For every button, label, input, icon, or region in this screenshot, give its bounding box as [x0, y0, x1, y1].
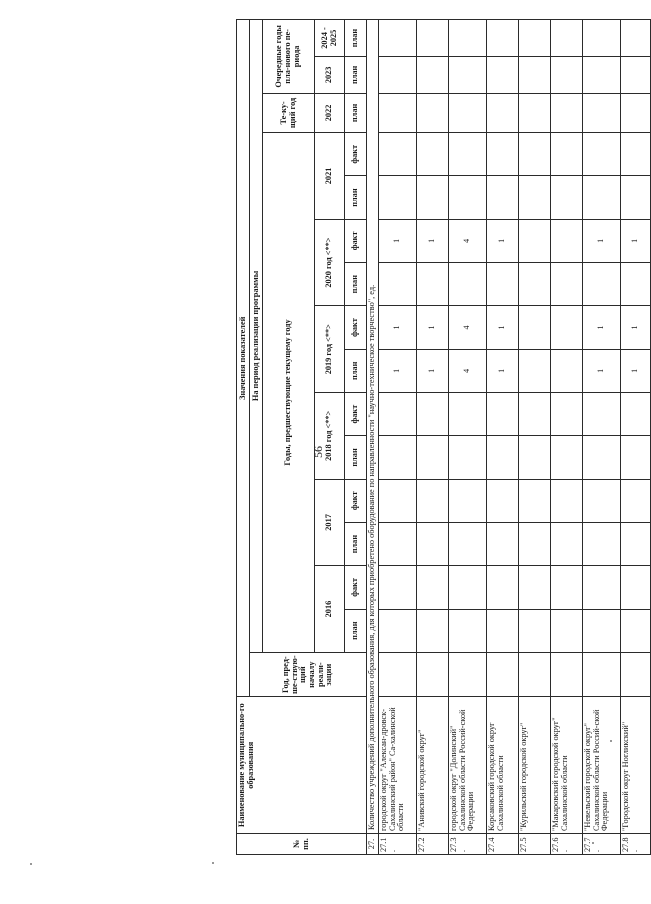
row-name: "Городской округ Ногликский" [621, 697, 651, 834]
cell-2019-fact: 1 [417, 306, 449, 349]
cell-empty [583, 436, 621, 479]
cell-empty [379, 566, 417, 609]
row-num: 27.8 . [621, 834, 651, 855]
rotated-indicator-table [236, 19, 640, 855]
data-rows [379, 20, 651, 855]
cell-empty [621, 479, 651, 522]
cell-empty [449, 609, 487, 652]
cell-empty [487, 392, 519, 435]
cell-empty [621, 392, 651, 435]
plan-2021: план [345, 176, 367, 219]
cell-2020-fact: 1 [487, 219, 519, 262]
cell-2019-fact: 1 [487, 306, 519, 349]
cell-2021-fact [583, 133, 621, 176]
cell-2021-plan [583, 176, 621, 219]
cell-2024-plan [449, 20, 487, 57]
cell-empty [379, 522, 417, 565]
cell-empty [583, 609, 621, 652]
cell-2020-fact [551, 219, 583, 262]
cell-2020-plan [551, 263, 583, 306]
cell-empty [583, 566, 621, 609]
cell-empty [583, 392, 621, 435]
cell-empty [519, 436, 551, 479]
plan-2023: план [345, 56, 367, 93]
cell-empty [519, 522, 551, 565]
plan-2020: план [345, 263, 367, 306]
section-num: 27. [367, 834, 379, 855]
cell-2024-plan [487, 20, 519, 57]
row-num: 27.3 . [449, 834, 487, 855]
header-name: Наименование муниципально-го образования [237, 697, 367, 834]
row-name: Корсаковский городской округ Сахалинской области [487, 697, 519, 834]
cell-2019-plan: 4 [449, 349, 487, 392]
cell-empty [417, 392, 449, 435]
cell-2019-plan: 1 [417, 349, 449, 392]
cell-2019-plan: 1 [621, 349, 651, 392]
header-values: Значения показателей [237, 20, 250, 697]
cell-empty [621, 436, 651, 479]
cell-base [583, 652, 621, 697]
table-row [379, 20, 417, 855]
cell-empty [519, 566, 551, 609]
plan-2019: план [345, 349, 367, 392]
cell-empty [449, 566, 487, 609]
cell-empty [417, 609, 449, 652]
cell-2020-fact: 1 [583, 219, 621, 262]
year-2024-2025: 2024 - 2025 [315, 20, 345, 57]
cell-base [449, 652, 487, 697]
cell-2023-plan [621, 56, 651, 93]
cell-2021-fact [487, 133, 519, 176]
cell-2024-plan [519, 20, 551, 57]
cell-2021-plan [417, 176, 449, 219]
year-2020: 2020 год <**> [315, 219, 345, 306]
cell-2020-fact [519, 219, 551, 262]
row-name: "Анивский городской округ" [417, 697, 449, 834]
row-name: городской округ "Алексан-дровск-Сахалинский район" Са-халинской области [379, 697, 417, 834]
header-num: № пп. [237, 834, 367, 855]
cell-2021-plan [519, 176, 551, 219]
cell-empty [487, 479, 519, 522]
cell-2021-plan [449, 176, 487, 219]
cell-empty [519, 479, 551, 522]
cell-2021-fact [621, 133, 651, 176]
plan-2022: план [345, 93, 367, 132]
cell-empty [449, 479, 487, 522]
cell-empty [621, 522, 651, 565]
row-num: 27.7 . [583, 834, 621, 855]
cell-2019-fact: 1 [583, 306, 621, 349]
cell-2023-plan [417, 56, 449, 93]
cell-empty [551, 566, 583, 609]
cell-empty [551, 609, 583, 652]
cell-2020-fact: 1 [379, 219, 417, 262]
year-2022: 2022 [315, 93, 345, 132]
year-2019: 2019 год <**> [315, 306, 345, 393]
cell-2020-fact: 1 [621, 219, 651, 262]
cell-empty [551, 522, 583, 565]
cell-empty [379, 436, 417, 479]
cell-2021-fact [417, 133, 449, 176]
cell-empty [583, 522, 621, 565]
fact-2016: факт [345, 566, 367, 609]
cell-2019-plan: 1 [379, 349, 417, 392]
row-name: "Невельский городской округ" Сахалинской области Россий-ской Федерации [583, 697, 621, 834]
year-2017: 2017 [315, 479, 345, 566]
cell-2019-plan [519, 349, 551, 392]
scan-speck [212, 862, 214, 864]
cell-2019-fact [519, 306, 551, 349]
cell-2020-plan [487, 263, 519, 306]
cell-2020-plan [379, 263, 417, 306]
cell-2021-fact [519, 133, 551, 176]
plan-2017: план [345, 522, 367, 565]
cell-2019-plan: 1 [583, 349, 621, 392]
page-number: 56 [311, 446, 325, 458]
row-num: 27.2 [417, 834, 449, 855]
cell-2024-plan [379, 20, 417, 57]
cell-empty [417, 436, 449, 479]
cell-2019-fact: 1 [379, 306, 417, 349]
plan-2016: план [345, 609, 367, 652]
cell-empty [417, 522, 449, 565]
row-name: "Курильский городской округ" [519, 697, 551, 834]
fact-2020: факт [345, 219, 367, 262]
fact-2018: факт [345, 392, 367, 435]
cell-2022-plan [519, 93, 551, 132]
cell-empty [519, 392, 551, 435]
cell-empty [379, 479, 417, 522]
cell-2022-plan [417, 93, 449, 132]
table-row [487, 20, 519, 855]
row-num: 27.4 [487, 834, 519, 855]
cell-empty [379, 609, 417, 652]
cell-2024-plan [417, 20, 449, 57]
cell-base [487, 652, 519, 697]
indicator-table [236, 19, 651, 855]
scan-speck [592, 842, 594, 844]
cell-2019-fact [551, 306, 583, 349]
cell-2023-plan [449, 56, 487, 93]
scan-speck [30, 863, 32, 865]
cell-empty [417, 566, 449, 609]
cell-2020-fact: 1 [417, 219, 449, 262]
cell-2024-plan [583, 20, 621, 57]
cell-base [379, 652, 417, 697]
header-prior-years: Годы, предшествующие текущему году [263, 133, 315, 653]
row-name: городской округ "Долинский" Сахалинской области Россий-ской Федерации [449, 697, 487, 834]
table-row [519, 20, 551, 855]
cell-2019-fact: 1 [621, 306, 651, 349]
cell-empty [621, 566, 651, 609]
cell-2022-plan [449, 93, 487, 132]
cell-empty [487, 522, 519, 565]
cell-2023-plan [487, 56, 519, 93]
table-row [417, 20, 449, 855]
cell-empty [487, 436, 519, 479]
cell-base [417, 652, 449, 697]
cell-2020-plan [449, 263, 487, 306]
cell-empty [449, 522, 487, 565]
cell-2021-fact [449, 133, 487, 176]
row-num: 27.1 . [379, 834, 417, 855]
cell-2024-plan [621, 20, 651, 57]
cell-2022-plan [487, 93, 519, 132]
cell-2021-plan [379, 176, 417, 219]
cell-base [551, 652, 583, 697]
cell-empty [449, 392, 487, 435]
header-base-year: Год, пред-ше-ствую-щий началу реали-зации [250, 652, 367, 697]
table-row [551, 20, 583, 855]
row-num: 27.6 . [551, 834, 583, 855]
year-2016: 2016 [315, 566, 345, 653]
fact-2021: факт [345, 133, 367, 176]
header-current-year: Те-ку-щий год [263, 93, 315, 132]
cell-base [621, 652, 651, 697]
table-row [621, 20, 651, 855]
cell-empty [449, 436, 487, 479]
cell-2023-plan [583, 56, 621, 93]
cell-2022-plan [379, 93, 417, 132]
year-2018: 2018 год <**> [315, 392, 345, 479]
fact-2017: факт [345, 479, 367, 522]
fact-2019: факт [345, 306, 367, 349]
cell-2020-plan [621, 263, 651, 306]
cell-empty [519, 609, 551, 652]
cell-2021-fact [551, 133, 583, 176]
cell-2023-plan [551, 56, 583, 93]
row-num: 27.5 [519, 834, 551, 855]
cell-base [519, 652, 551, 697]
cell-2019-plan: 1 [487, 349, 519, 392]
cell-2019-plan [551, 349, 583, 392]
cell-2021-fact [379, 133, 417, 176]
plan-2018: план [345, 436, 367, 479]
cell-2019-fact: 4 [449, 306, 487, 349]
table-row [583, 20, 621, 855]
header-next-years: Очередные годы пла-нового пе-риода [263, 20, 315, 94]
year-2021: 2021 [315, 133, 345, 220]
cell-2022-plan [551, 93, 583, 132]
cell-2020-fact: 4 [449, 219, 487, 262]
cell-2020-plan [519, 263, 551, 306]
cell-empty [379, 392, 417, 435]
cell-empty [551, 436, 583, 479]
cell-empty [551, 392, 583, 435]
section-title: Количество учреждений дополнительного образования, для которых приобретено оборудование по направленности "научно-техническое творчество", ед. [367, 20, 379, 834]
table-row [449, 20, 487, 855]
cell-2023-plan [519, 56, 551, 93]
cell-2021-plan [551, 176, 583, 219]
cell-empty [487, 609, 519, 652]
cell-2020-plan [417, 263, 449, 306]
header-period: На период реализации программы [250, 20, 263, 653]
cell-2020-plan [583, 263, 621, 306]
cell-2022-plan [583, 93, 621, 132]
scan-speck [610, 740, 612, 742]
cell-empty [417, 479, 449, 522]
cell-2023-plan [379, 56, 417, 93]
plan-2024-2025: план [345, 20, 367, 57]
cell-empty [551, 479, 583, 522]
cell-empty [487, 566, 519, 609]
cell-2021-plan [487, 176, 519, 219]
cell-empty [583, 479, 621, 522]
year-2023: 2023 [315, 56, 345, 93]
cell-2024-plan [551, 20, 583, 57]
cell-empty [621, 609, 651, 652]
cell-2022-plan [621, 93, 651, 132]
row-name: "Макаровский городской округ" Сахалинской области [551, 697, 583, 834]
cell-2021-plan [621, 176, 651, 219]
